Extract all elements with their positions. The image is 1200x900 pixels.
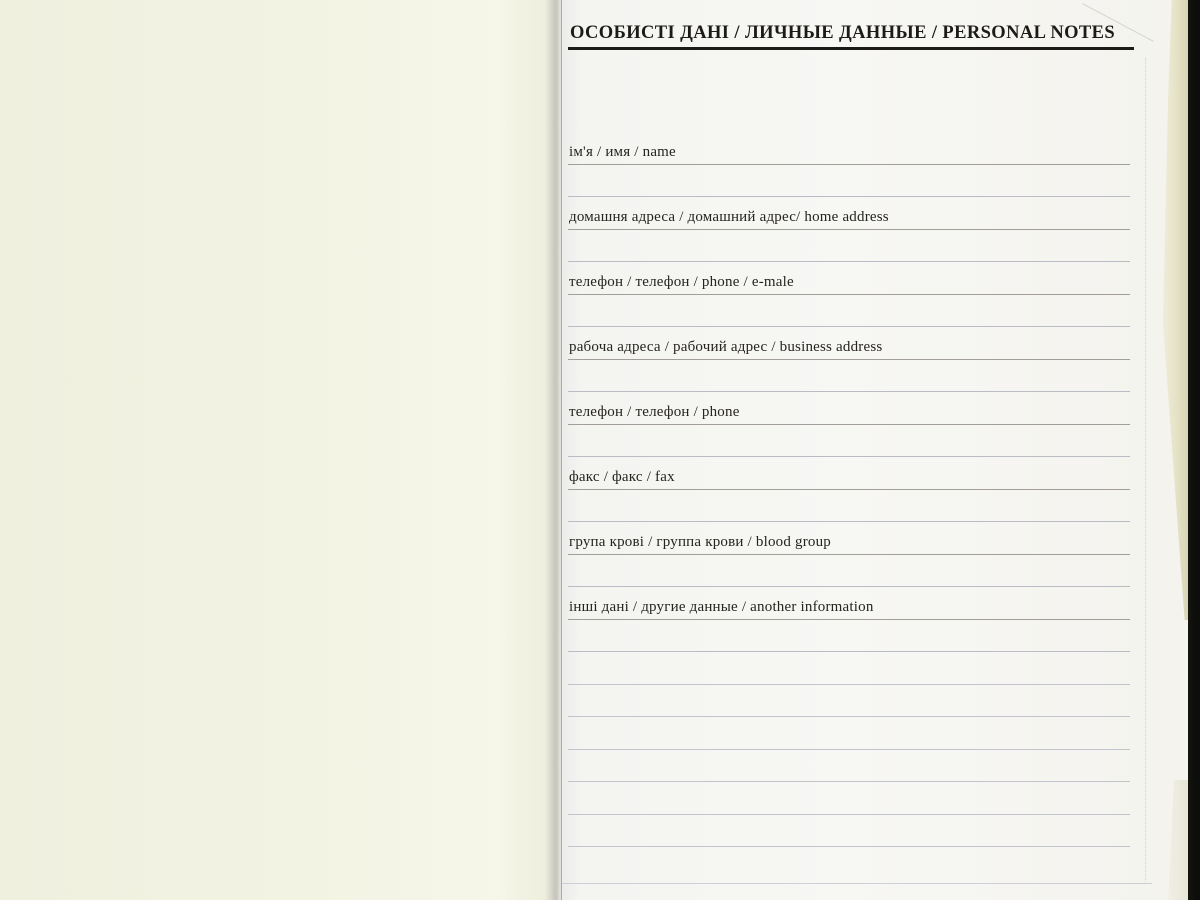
- ruled-blank-line: [568, 295, 1130, 328]
- field-row: [568, 327, 1130, 360]
- page-title: ОСОБИСТІ ДАНІ / ЛИЧНЫЕ ДАННЫЕ / PERSONAL NOTES: [570, 23, 1116, 43]
- field-label: факс / факс / fax: [569, 468, 675, 485]
- ruled-blank-line: [568, 815, 1130, 848]
- form-area: [568, 132, 1130, 847]
- ruled-blank-line: [568, 685, 1130, 718]
- field-row: [568, 392, 1130, 425]
- printed-frame-right: [1145, 58, 1146, 884]
- ruled-blank-line: [568, 425, 1130, 458]
- ruled-blank-line: [568, 750, 1130, 783]
- ruled-blank-line: [568, 555, 1130, 588]
- field-row: [568, 587, 1130, 620]
- ruled-blank-line: [568, 230, 1130, 263]
- field-row: [568, 262, 1130, 295]
- left-blank-page: [0, 0, 553, 900]
- ruled-blank-line: [568, 782, 1130, 815]
- field-label: ім'я / имя / name: [569, 143, 676, 160]
- field-row: [568, 132, 1130, 165]
- field-row: [568, 522, 1130, 555]
- field-label: телефон / телефон / phone: [569, 403, 740, 420]
- field-label: телефон / телефон / phone / e-male: [569, 273, 794, 290]
- printed-frame-bottom: [562, 883, 1152, 884]
- field-row: [568, 197, 1130, 230]
- ruled-blank-line: [568, 165, 1130, 198]
- photo-background-edge: [1188, 0, 1200, 900]
- ruled-blank-line: [568, 620, 1130, 653]
- ruled-blank-line: [568, 360, 1130, 393]
- title-underline: [568, 47, 1134, 50]
- field-label: домашня адреса / домашний адрес/ home address: [569, 208, 889, 225]
- field-label: група крові / группа крови / blood group: [569, 533, 831, 550]
- field-label: рабоча адреса / рабочий адрес / business address: [569, 338, 883, 355]
- ruled-blank-line: [568, 490, 1130, 523]
- ruled-blank-line: [568, 652, 1130, 685]
- ruled-blank-line: [568, 717, 1130, 750]
- field-row: [568, 457, 1130, 490]
- field-label: інші дані / другие данные / another information: [569, 598, 874, 615]
